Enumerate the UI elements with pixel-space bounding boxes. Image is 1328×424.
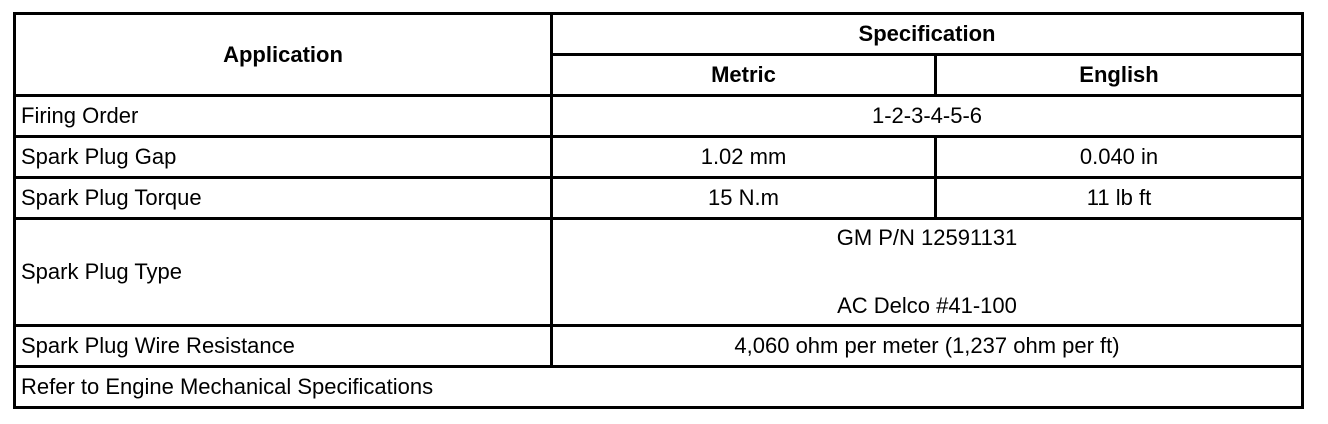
spark-plug-spec-table xyxy=(13,12,1304,409)
table-row xyxy=(15,367,1303,408)
table-row xyxy=(15,178,1303,219)
gap-english-value: 0.040 in xyxy=(936,137,1303,178)
type-value-gm: GM P/N 12591131 xyxy=(836,225,1018,250)
metric-header: Metric xyxy=(552,55,936,96)
wire-value: 4,060 ohm per meter (1,237 ohm per ft) xyxy=(552,326,1303,367)
gap-label: Spark Plug Gap xyxy=(15,137,552,178)
table-row xyxy=(15,326,1303,367)
table-row xyxy=(15,137,1303,178)
application-header: Application xyxy=(15,14,552,96)
type-value-acdelco: AC Delco #41-100 xyxy=(837,293,1017,318)
type-label: Spark Plug Type xyxy=(15,219,552,326)
torque-label: Spark Plug Torque xyxy=(15,178,552,219)
wire-label: Spark Plug Wire Resistance xyxy=(15,326,552,367)
english-header: English xyxy=(936,55,1303,96)
table-row xyxy=(15,219,1303,326)
torque-metric-value: 15 N.m xyxy=(552,178,936,219)
footer-note: Refer to Engine Mechanical Specifications xyxy=(15,367,1303,408)
torque-english-value: 11 lb ft xyxy=(936,178,1303,219)
firing-order-label: Firing Order xyxy=(15,96,552,137)
firing-order-value: 1-2-3-4-5-6 xyxy=(552,96,1303,137)
type-value-cell xyxy=(552,219,1303,326)
specification-header: Specification xyxy=(552,14,1303,55)
table-row xyxy=(15,96,1303,137)
gap-metric-value: 1.02 mm xyxy=(552,137,936,178)
